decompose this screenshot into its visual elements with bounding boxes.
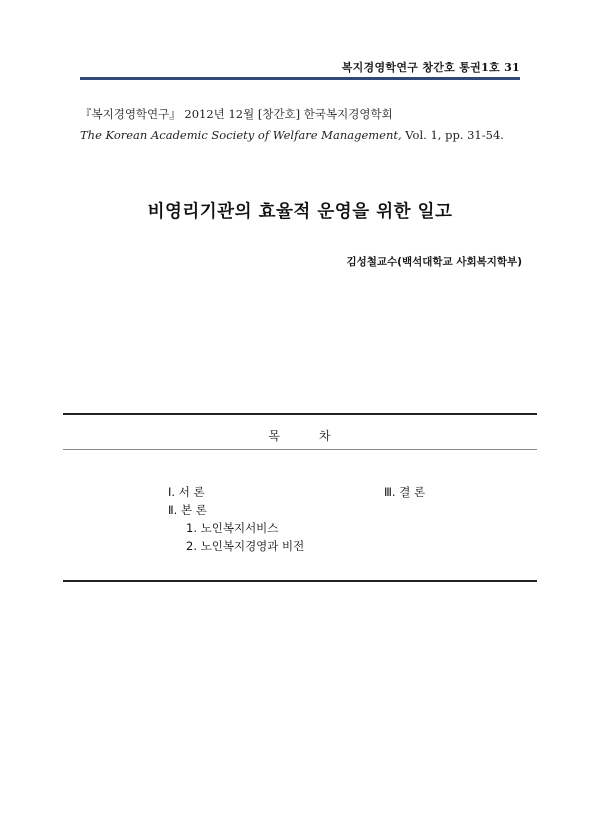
toc-item-elderly-welfare-service: 1. 노인복지서비스 — [186, 521, 279, 535]
running-header-text: 복지경영학연구 창간호 통권1호 31 — [341, 61, 520, 74]
toc-top-rule — [63, 413, 537, 415]
toc-item-conclusion: Ⅲ. 결 론 — [384, 485, 426, 499]
toc-item-elderly-welfare-management: 2. 노인복지경영과 비전 — [186, 539, 305, 553]
citation-english — [80, 125, 540, 146]
toc-item-body: Ⅱ. 본 론 — [168, 503, 207, 517]
toc-mid-rule — [63, 449, 537, 450]
toc-item-introduction: Ⅰ. 서 론 — [168, 485, 205, 499]
citation-block — [80, 104, 540, 146]
toc-right-column — [384, 483, 425, 501]
toc-left-column — [168, 483, 304, 555]
toc-heading — [0, 427, 600, 444]
running-header — [80, 59, 520, 75]
header-rule — [80, 77, 520, 80]
citation-english-volume: Vol. 1, pp. 31-54. — [401, 128, 504, 142]
toc-heading-left: 목 — [268, 429, 281, 443]
citation-english-society: The Korean Academic Society of Welfare Management, — [80, 128, 402, 142]
citation-korean: 『복지경영학연구』 2012년 12월 [창간호] 한국복지경영학회 — [80, 107, 393, 121]
article-author: 김성철교수(백석대학교 사회복지학부) — [346, 256, 522, 268]
toc-heading-right: 차 — [319, 429, 332, 443]
article-title: 비영리기관의 효율적 운영을 위한 일고 — [147, 202, 453, 222]
toc-bottom-rule — [63, 580, 537, 582]
